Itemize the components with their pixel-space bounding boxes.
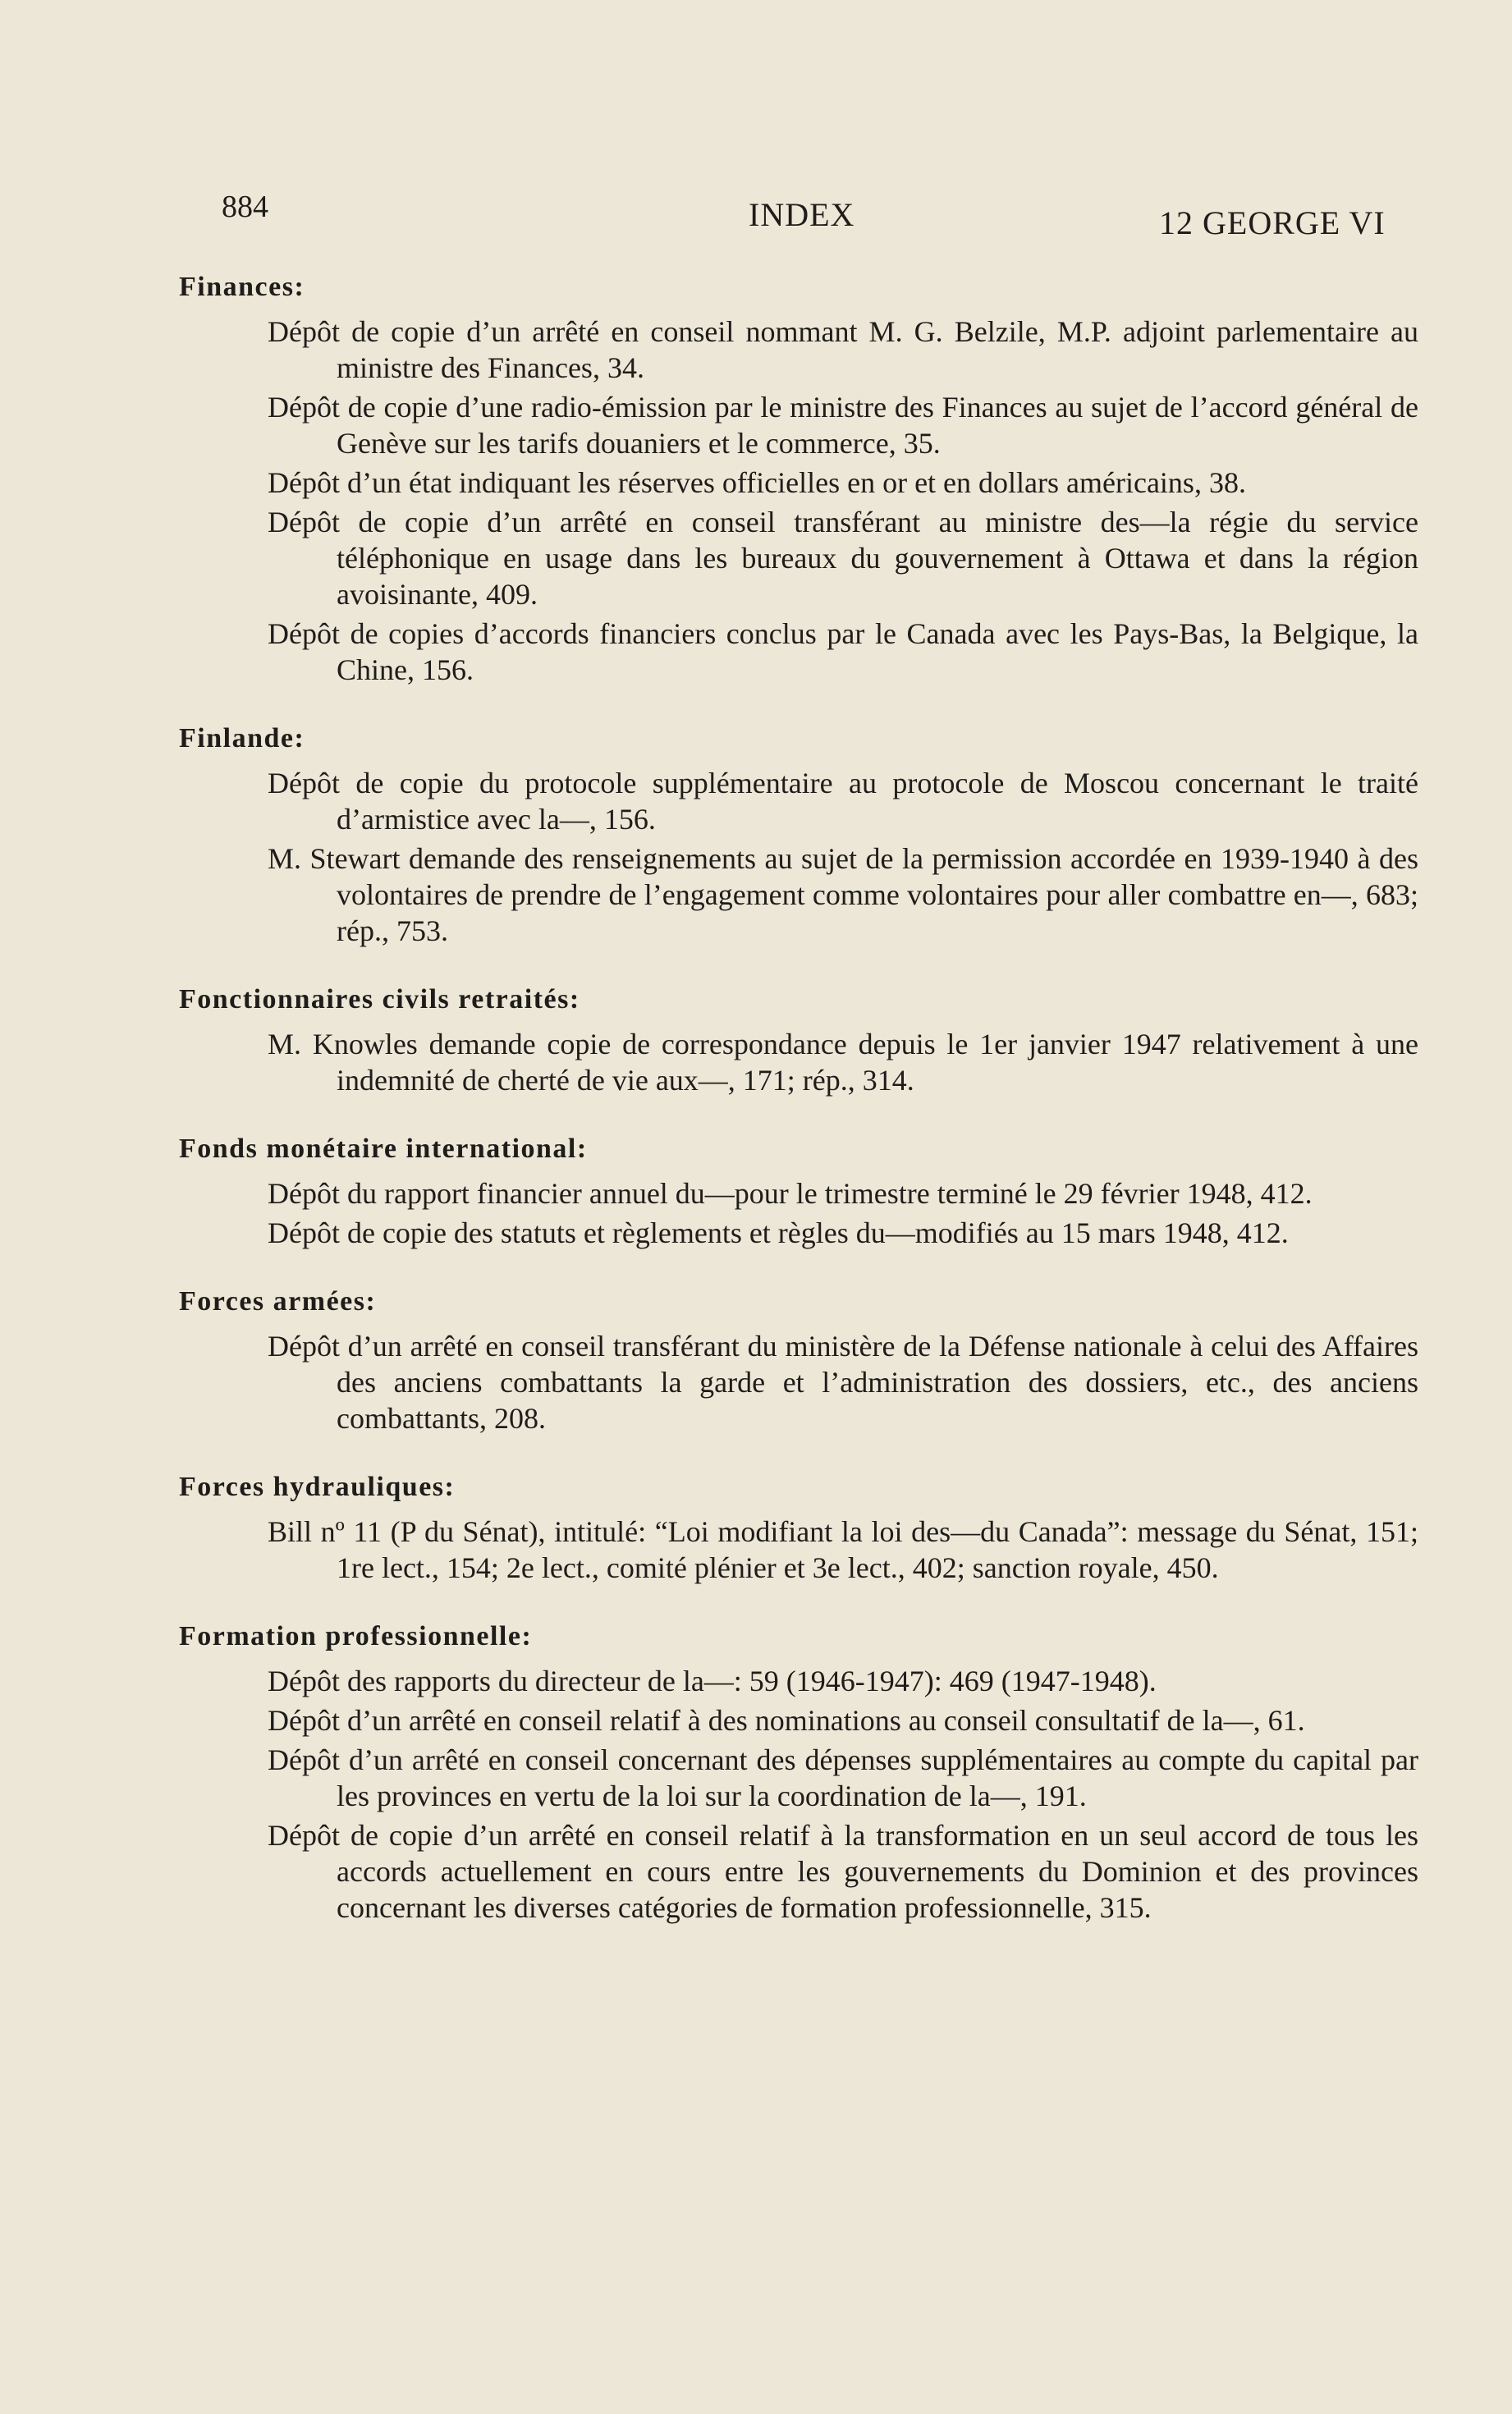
index-entry: Dépôt d’un arrêté en conseil transférant du ministère de la Défense nationale à celui des Affaires des anciens combattants la garde et l’administration des dossiers, etc., des anciens combattants, 208.: [268, 1330, 1418, 1435]
index-section-fonds-monetaire: [179, 1131, 1418, 1251]
index-section-formation-professionnelle: [179, 1619, 1418, 1926]
section-heading: Finlande:: [179, 723, 305, 754]
index-entry: Dépôt de copie d’un arrêté en conseil transférant au ministre des—la régie du service téléphonique en usage dans les bureaux du gouvernement à Ottawa et dans la région avoisinante, 409.: [268, 506, 1418, 611]
index-entry: Dépôt de copie d’un arrêté en conseil relatif à la transformation en un seul accord de tous les accords actuellement en cours entre les gouvernements du Dominion et des provinces concernant les diverses catégories de formation professionnelle, 315.: [268, 1819, 1418, 1924]
section-heading: Fonctionnaires civils retraités:: [179, 984, 580, 1015]
index-entry: Dépôt d’un arrêté en conseil relatif à des nominations au conseil consultatif de la—, 61.: [268, 1704, 1305, 1737]
section-heading: Forces armées:: [179, 1286, 377, 1317]
index-entry: Dépôt d’un arrêté en conseil concernant des dépenses supplémentaires au compte du capital par les provinces en vertu de la loi sur la coordination de la—, 191.: [268, 1743, 1418, 1812]
running-title: INDEX: [749, 196, 855, 233]
page-number: 884: [222, 190, 268, 224]
index-section-fonctionnaires: [179, 982, 1418, 1098]
index-entry: Dépôt de copie du protocole supplémentaire au protocole de Moscou concernant le traité d’armistice avec la—, 156.: [268, 767, 1418, 836]
index-section-forces-armees: [179, 1284, 1418, 1436]
section-heading: Forces hydrauliques:: [179, 1472, 456, 1502]
index-entry: Dépôt des rapports du directeur de la—: 59 (1946-1947): 469 (1947-1948).: [268, 1665, 1157, 1697]
running-header: [0, 189, 1512, 246]
section-heading: Formation professionnelle:: [179, 1621, 533, 1651]
index-section-finances: [179, 269, 1418, 688]
index-section-finlande: [179, 721, 1418, 949]
index-entry: M. Stewart demande des renseignements au sujet de la permission accordée en 1939-1940 à des volontaires de prendre de l’engagement comme volontaires pour aller combattre en—, 683; rép., 753.: [268, 842, 1418, 947]
index-entry: Dépôt d’un état indiquant les réserves officielles en or et en dollars américains, 38.: [268, 466, 1246, 499]
index-entry: Dépôt de copies d’accords financiers conclus par le Canada avec les Pays-Bas, la Belgique, la Chine, 156.: [268, 617, 1418, 686]
index-section-forces-hydrauliques: [179, 1469, 1418, 1586]
index-entry: Bill nº 11 (P du Sénat), intitulé: “Loi modifiant la loi des—du Canada”: message du Sénat, 151; 1re lect., 154; 2e lect., comité plénier et 3e lect., 402; sanction royale, 450.: [268, 1515, 1418, 1584]
index-entry: Dépôt de copie des statuts et règlements et règles du—modifiés au 15 mars 1948, 412.: [268, 1216, 1289, 1249]
index-entry: Dépôt de copie d’un arrêté en conseil nommant M. G. Belzile, M.P. adjoint parlementaire au ministre des Finances, 34.: [268, 315, 1418, 384]
section-heading: Finances:: [179, 272, 305, 302]
regnal-year: 12 GEORGE VI: [1159, 204, 1386, 241]
index-entry: M. Knowles demande copie de correspondance depuis le 1er janvier 1947 relativement à une indemnité de cherté de vie aux—, 171; rép., 314.: [268, 1028, 1418, 1097]
index-entry: Dépôt du rapport financier annuel du—pour le trimestre terminé le 29 février 1948, 412.: [268, 1177, 1313, 1210]
section-heading: Fonds monétaire international:: [179, 1134, 588, 1164]
index-entry: Dépôt de copie d’une radio-émission par le ministre des Finances au sujet de l’accord général de Genève sur les tarifs douaniers et le commerce, 35.: [268, 391, 1418, 460]
index-body: [179, 269, 1418, 1958]
